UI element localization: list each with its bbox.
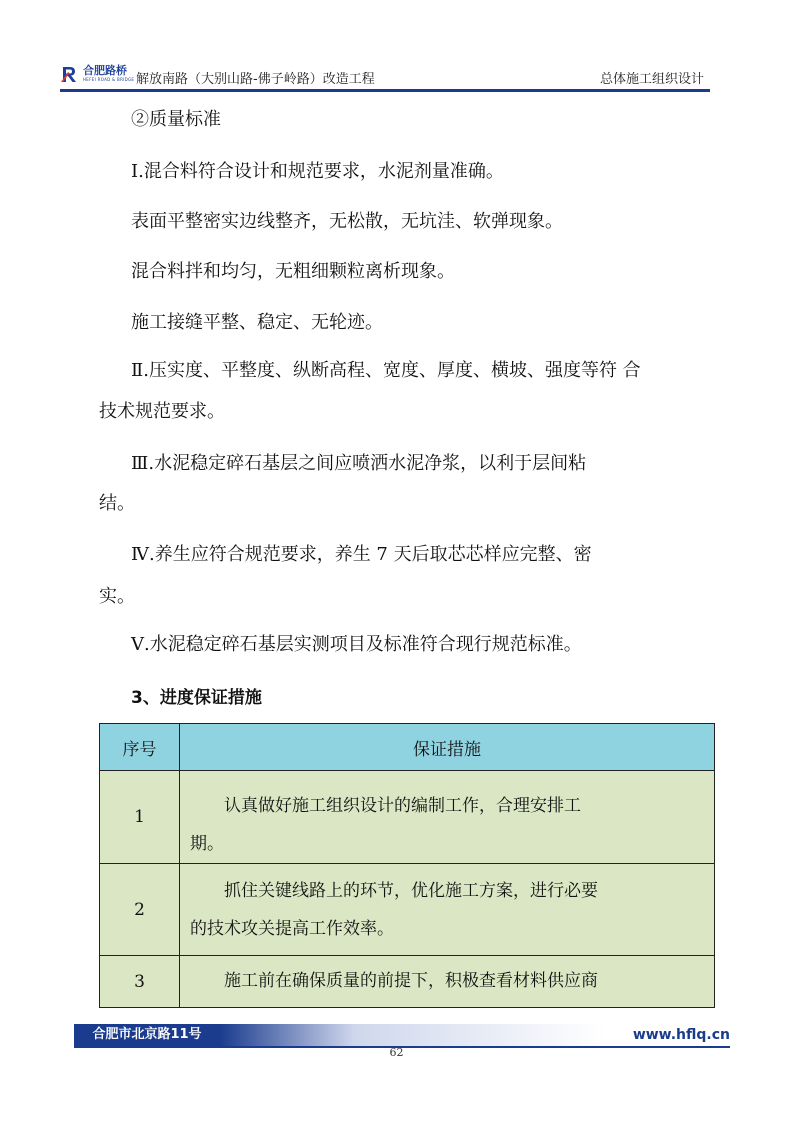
quality-line-b: 混合料拌和均匀，无粗细颗粒离析现象。 [131,261,455,282]
page-footer [74,1024,730,1046]
document-title: 总体施工组织设计 [599,72,704,87]
quality-item-5: Ⅴ.水泥稳定碎石基层实测项目及标准符合现行规范标准。 [131,634,582,655]
row-number: 1 [100,771,180,864]
quality-heading: ②质量标准 [131,109,221,130]
quality-line-c: 施工接缝平整、稳定、无轮迹。 [131,312,383,333]
header-divider [60,89,710,92]
page-number: 62 [389,1046,404,1059]
measure-line-1: 施工前在确保质量的前提下，积极查看材料供应商 [224,971,598,991]
table-header-row [100,724,715,771]
header-cell-no: 序号 [100,724,180,771]
table-row [100,956,715,1008]
row-number: 3 [100,956,180,1008]
measure-line-2: 的技术攻关提高工作效率。 [190,919,394,939]
quality-item-1: Ⅰ.混合料符合设计和规范要求，水泥剂量准确。 [131,161,504,182]
footer-gradient-bar [220,1024,604,1046]
measure-line-2: 期。 [190,834,224,854]
quality-item-4-line-2: 实。 [99,586,135,607]
quality-item-3-line-1: Ⅲ.水泥稳定碎石基层之间应喷洒水泥净浆，以利于层间粘 [131,453,587,474]
measure-line-1: 抓住关键线路上的环节，优化施工方案，进行必要 [224,881,598,901]
footer-address: 合肥市北京路11号 [74,1024,220,1046]
row-measure [180,956,715,1008]
row-measure [180,864,715,956]
logo-mark-icon [60,64,80,84]
logo-cn-text: 合肥路桥 [83,64,127,77]
header-cell-measure: 保证措施 [180,724,715,771]
table-row [100,771,715,864]
measure-line-1: 认真做好施工组织设计的编制工作，合理安排工 [224,796,581,816]
table-row [100,864,715,956]
row-number: 2 [100,864,180,956]
page-header [60,60,710,90]
quality-item-2-line-1: Ⅱ.压实度、平整度、纵断高程、宽度、厚度、横坡、强度等符 合 [131,360,641,381]
quality-item-4-line-1: Ⅳ.养生应符合规范要求，养生 7 天后取芯芯样应完整、密 [131,544,592,565]
logo-en-text: HEFEI ROAD & BRIDGE [83,77,135,82]
project-title: 解放南路（大别山路-佛子岭路）改造工程 [136,72,375,87]
quality-line-a: 表面平整密实边线整齐，无松散，无坑洼、软弹现象。 [131,211,563,232]
quality-item-2-line-2: 技术规范要求。 [99,401,225,422]
company-logo [60,64,134,84]
section-3-heading: 3、进度保证措施 [131,688,262,708]
footer-website: www.hflq.cn [632,1027,730,1043]
row-measure [180,771,715,864]
quality-item-3-line-2: 结。 [99,493,135,514]
guarantee-measures-table [99,723,715,1008]
